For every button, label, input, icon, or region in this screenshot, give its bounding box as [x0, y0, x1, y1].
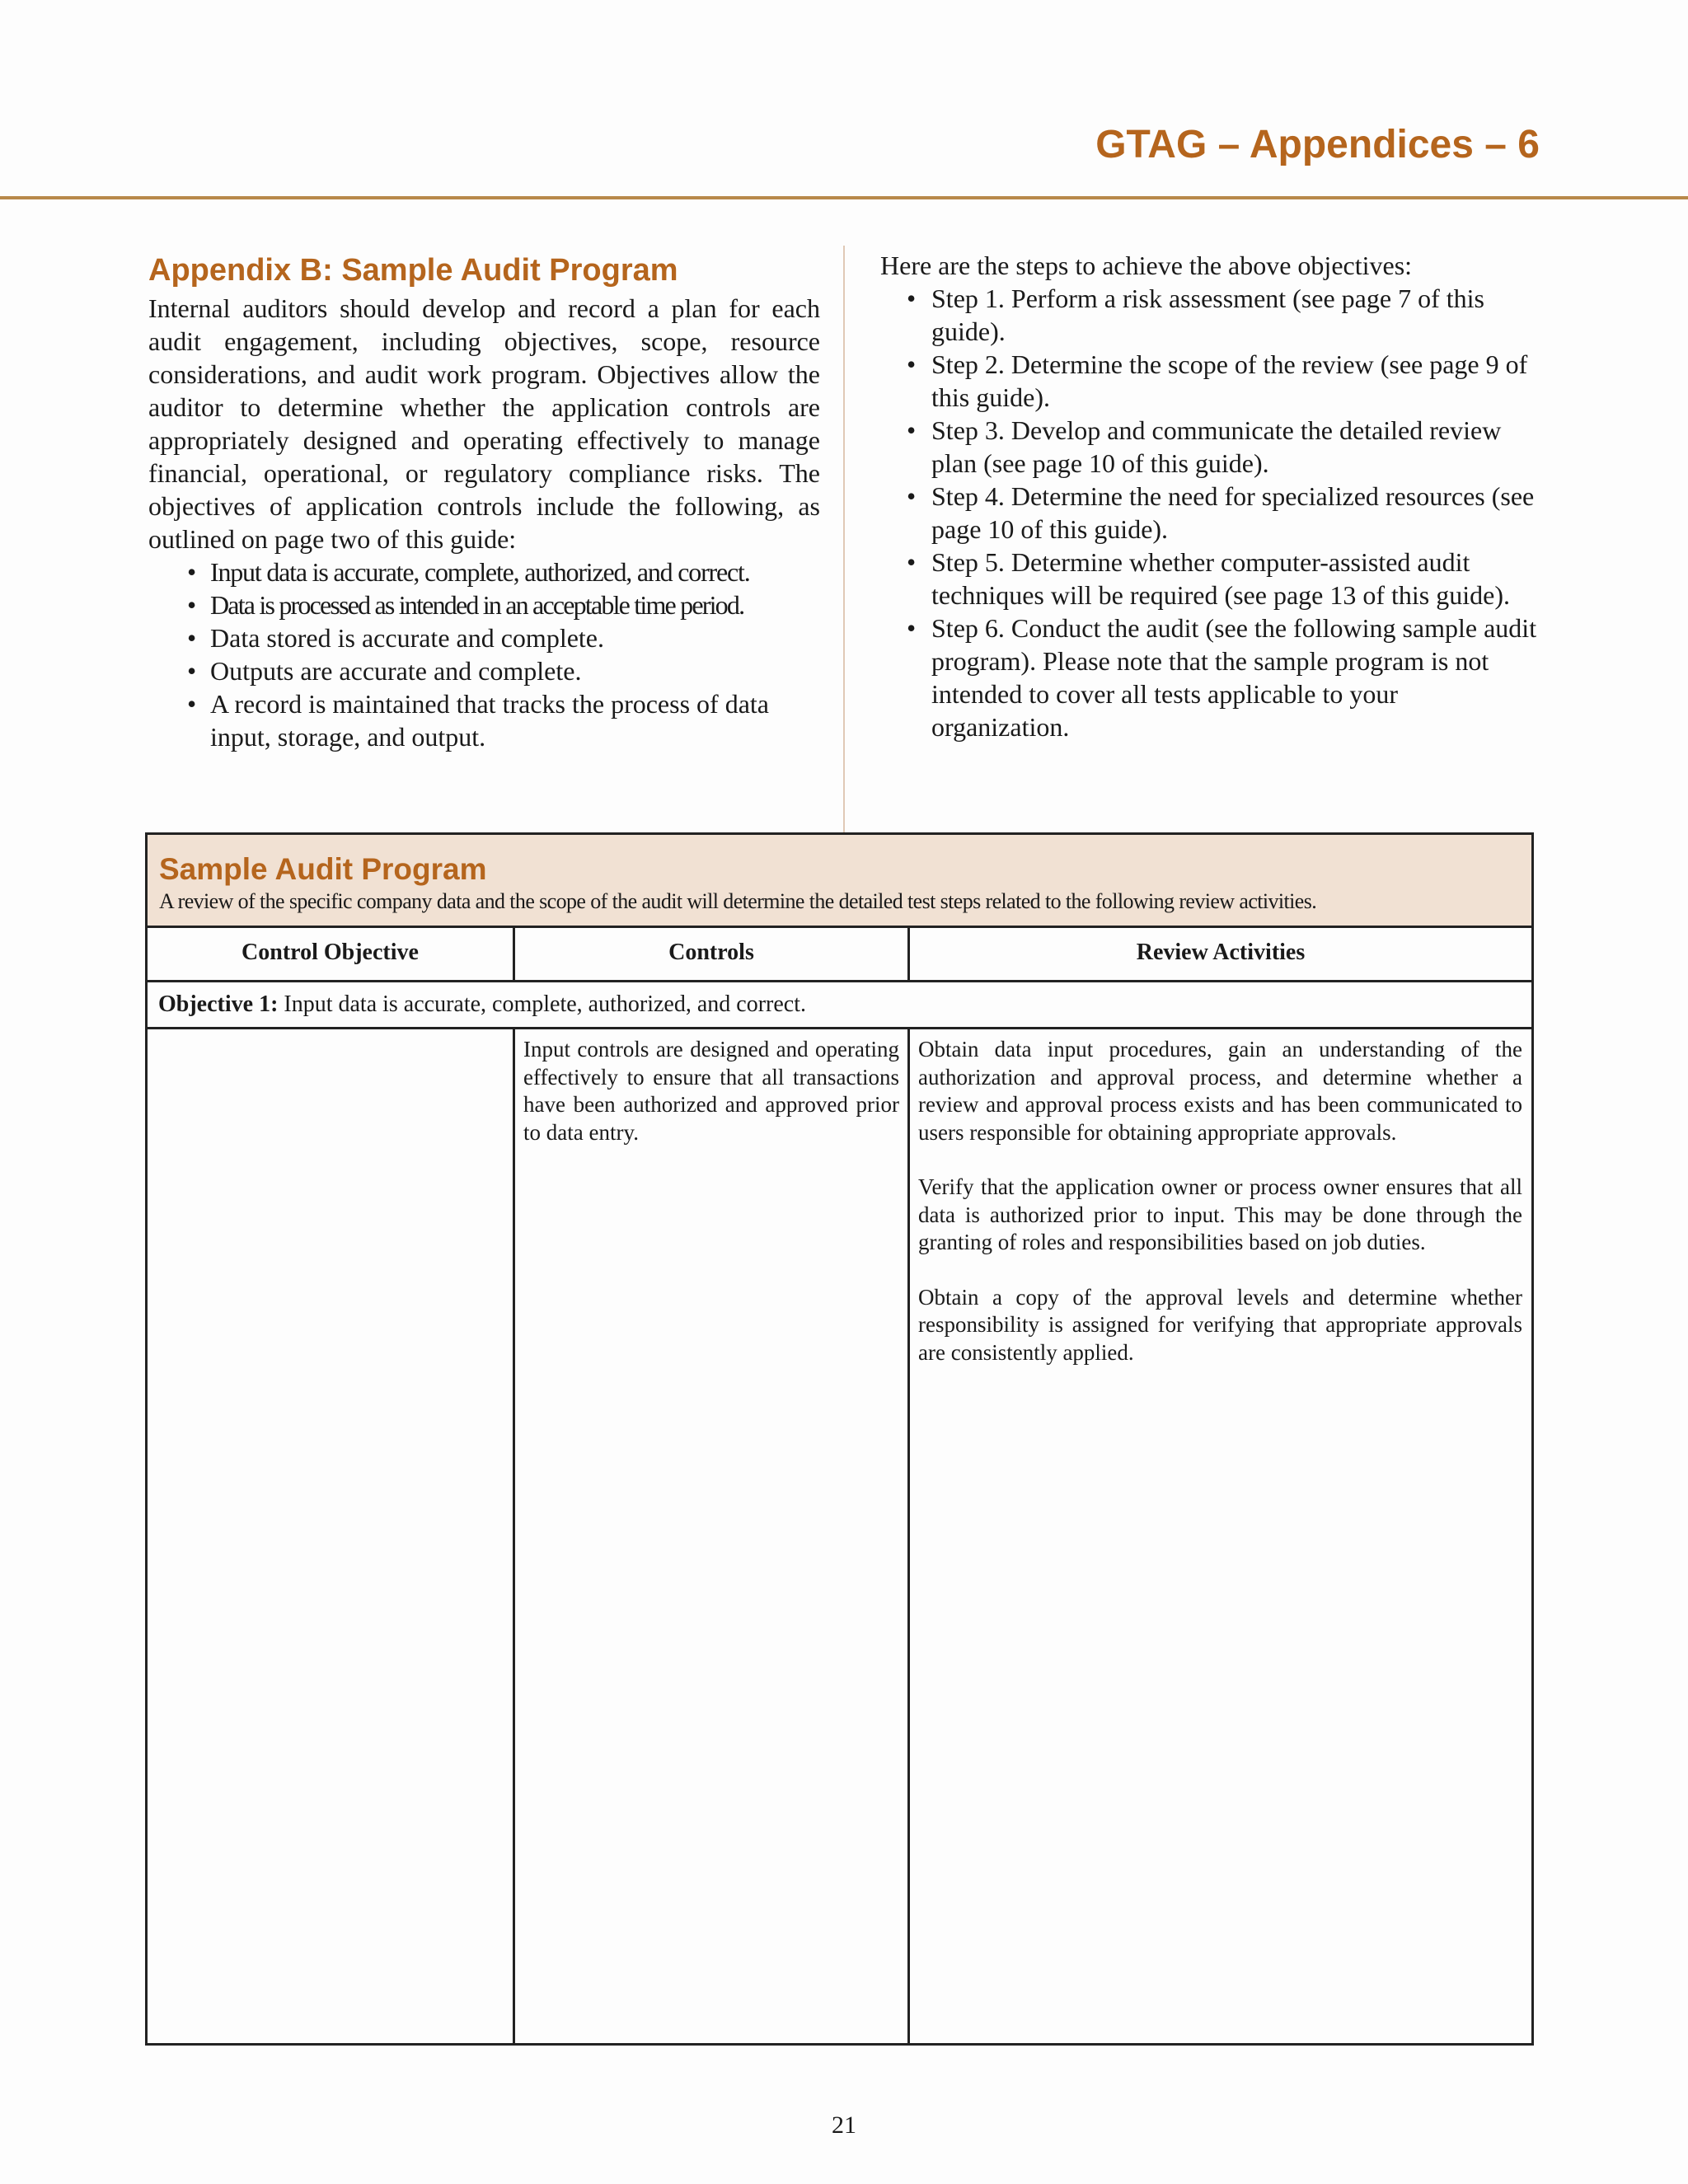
objective-label: Objective 1:: [158, 991, 279, 1017]
list-item: • Step 5. Determine whether computer-assisted audit techniques will be required (see page 13 of this guide).: [907, 547, 1510, 610]
header-rule: [0, 196, 1688, 199]
steps-intro: Here are the steps to achieve the above objectives:: [880, 251, 1413, 280]
bullet-icon: •: [907, 415, 917, 445]
controls-text: Input controls are designed and operating effectively to ensure that all transactions have been authorized and approved prior to data entry.: [523, 1037, 899, 1145]
bullet-icon: •: [187, 689, 197, 719]
bullet-icon: •: [187, 590, 196, 620]
column-header-control-objective: Control Objective: [241, 940, 419, 965]
list-item: • Step 6. Conduct the audit (see the following sample audit program). Please note that the sample program is not intended to cover all tests applicable to your organization.: [907, 613, 1537, 742]
review-activity: Obtain a copy of the approval levels and determine whether responsibility is assigned for verifying that appropriate approvals are consistently applied.: [918, 1284, 1522, 1365]
page-number: 21: [832, 2111, 856, 2139]
review-activity: Obtain data input procedures, gain an understanding of the authorization and approval process, and determine whether a review and approval process exists and has been communicated to users responsible for obtaining appropriate approvals.: [918, 1037, 1522, 1145]
list-item: • Step 2. Determine the scope of the review (see page 9 of this guide).: [907, 349, 1528, 412]
objectives-list: [148, 555, 820, 753]
column-rule: [907, 1029, 910, 2043]
bullet-icon: •: [907, 349, 917, 379]
objective-row: [148, 982, 1531, 1029]
column-rule: [513, 1029, 515, 2043]
list-item: • A record is maintained that tracks the process of data input, storage, and output.: [187, 689, 769, 752]
bullet-icon: •: [907, 613, 917, 643]
list-item: • Outputs are accurate and complete.: [187, 656, 582, 686]
intro-paragraph: Internal auditors should develop and record a plan for each audit engagement, including objectives, scope, resource considerations, and audit work program. Objectives allow the auditor to determine whether the application controls are appropriately designed and operating effectively to manage financial, operational, or regulatory compliance risks. The objectives of application controls include the following, as outlined on page two of this guide:: [148, 293, 820, 554]
column-header-controls: Controls: [668, 940, 754, 965]
list-item: • Data is processed as intended in an acceptable time period.: [187, 590, 744, 620]
table-banner: [148, 835, 1531, 928]
review-activity: Verify that the application owner or process owner ensures that all data is authorized prior to input. This may be done through the granting of roles and responsibilities based on job duties.: [918, 1174, 1522, 1254]
right-column: [880, 249, 1540, 743]
list-item: • Step 4. Determine the need for specialized resources (see page 10 of this guide).: [907, 481, 1535, 544]
bullet-icon: •: [907, 481, 917, 511]
column-rule: [907, 928, 910, 982]
steps-list: [880, 282, 1540, 743]
sample-audit-program-table: [145, 832, 1534, 2046]
bullet-icon: •: [187, 656, 197, 686]
list-item: • Step 3. Develop and communicate the detailed review plan (see page 10 of this guide).: [907, 415, 1502, 478]
section-heading: Appendix B: Sample Audit Program: [148, 253, 678, 288]
column-header-review-activities: Review Activities: [1136, 940, 1306, 965]
column-rule: [513, 928, 515, 982]
list-item: • Step 1. Perform a risk assessment (see page 7 of this guide).: [907, 284, 1484, 346]
table-subtitle: A review of the specific company data and the scope of the audit will determine the detailed test steps related to the following review activities.: [159, 889, 1317, 913]
table-header-row: [148, 928, 1531, 982]
bullet-icon: •: [907, 547, 917, 577]
left-column: [148, 249, 820, 753]
objective-text: Input data is accurate, complete, authorized, and correct.: [278, 991, 806, 1017]
list-item: • Data stored is accurate and complete.: [187, 623, 604, 653]
bullet-icon: •: [907, 284, 917, 313]
table-title: Sample Audit Program: [159, 852, 487, 886]
review-activities-cell: [918, 1029, 1522, 1394]
bullet-icon: •: [187, 623, 197, 653]
bullet-icon: •: [187, 557, 196, 587]
controls-cell: [523, 1029, 899, 1174]
list-item: • Input data is accurate, complete, authorized, and correct.: [187, 557, 750, 587]
running-header-title: GTAG – Appendices – 6: [1095, 123, 1540, 166]
column-divider: [843, 246, 845, 832]
